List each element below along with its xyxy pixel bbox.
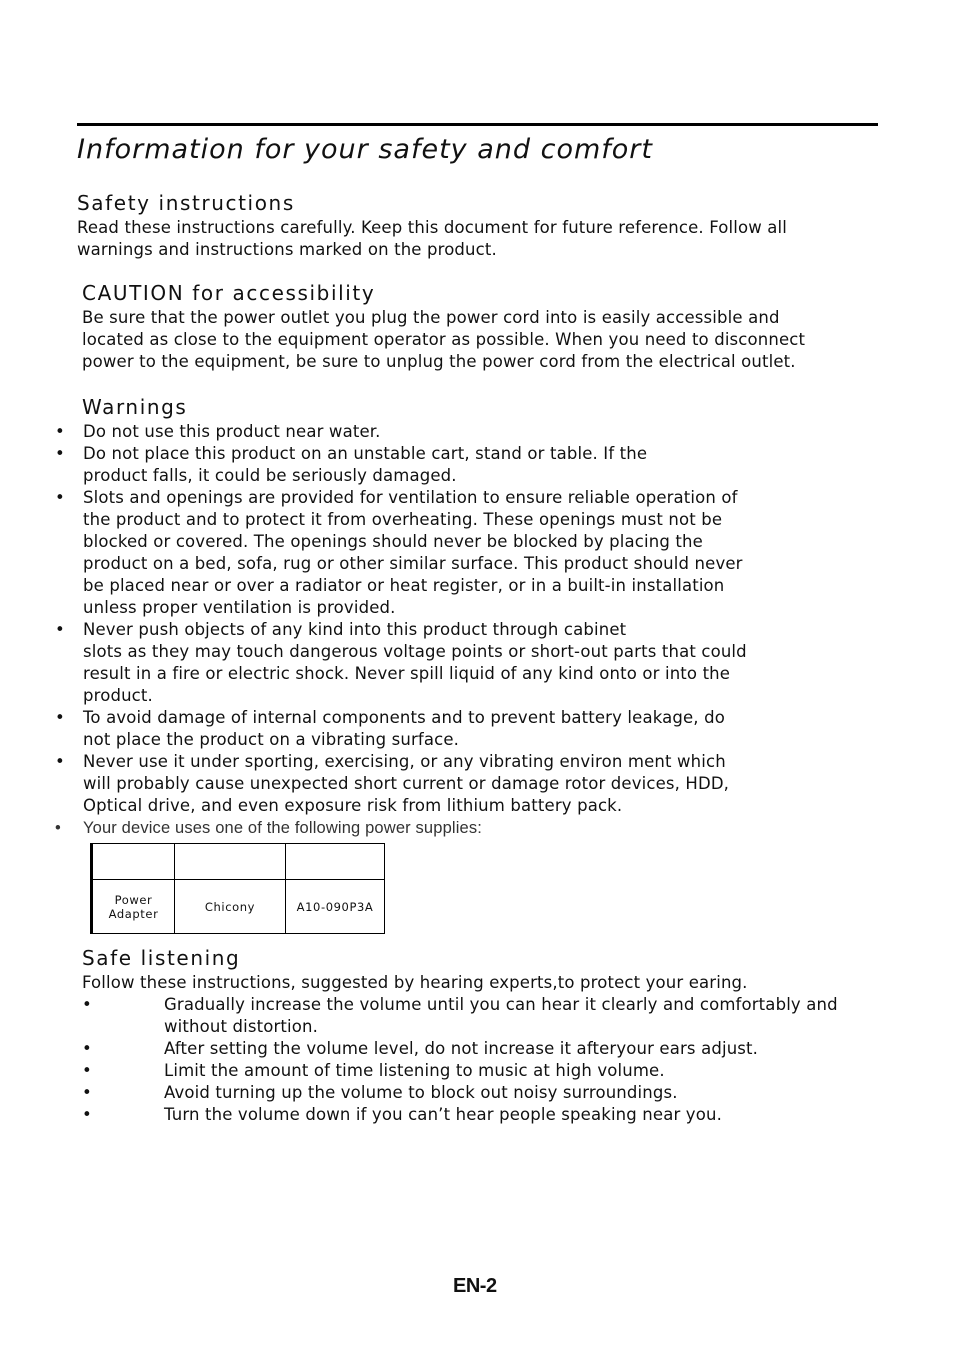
safe-listening-heading: Safe listening <box>82 946 241 970</box>
list-item: • Slots and openings are provided for ventilation to ensure reliable operation of the product and to protect it from overheating. These openings must not be blocked or covered. The openings should never be blocked by placing the product on a bed, sofa, rug or other similar surface. This product should never be placed near or over a radiator or heat register, or in a built-in installation unless proper ventilation is provided. <box>55 488 743 617</box>
list-item: • After setting the volume level, do not increase it afteryour ears adjust. <box>82 1039 759 1058</box>
list-item: • Turn the volume down if you can’t hear people speaking near you. <box>82 1105 722 1124</box>
list-item: • To avoid damage of internal components and to prevent battery leakage, do not place the product on a vibrating surface. <box>55 708 725 749</box>
caution-heading: CAUTION for accessibility <box>82 281 376 305</box>
page-number: EN-2 <box>453 1275 497 1297</box>
safety-instructions-heading: Safety instructions <box>77 191 295 215</box>
table-row <box>92 880 385 934</box>
warnings-list <box>55 421 815 839</box>
table-cell-device: Power Adapter <box>92 880 175 934</box>
table-header-cell <box>92 844 175 880</box>
table-header-cell <box>175 844 286 880</box>
safety-instructions-text: Read these instructions carefully. Keep this document for future reference. Follow all warnings and instructions marked on the product. <box>77 218 788 259</box>
list-item: • Do not place this product on an unstable cart, stand or table. If the product falls, it could be seriously damaged. <box>55 444 648 485</box>
safe-listening-list <box>82 994 882 1126</box>
safe-listening-intro: Follow these instructions, suggested by hearing experts,to protect your earing. <box>82 973 748 992</box>
list-item: • Limit the amount of time listening to music at high volume. <box>82 1061 665 1080</box>
list-item: • Your device uses one of the following power supplies: <box>55 819 483 837</box>
list-item: • Never use it under sporting, exercising, or any vibrating environ ment which will probably cause unexpected short current or damage rotor devices, HDD, Optical drive, and even exposure risk from lithium battery pack. <box>55 752 730 815</box>
page-title: Information for your safety and comfort <box>77 134 653 165</box>
caution-text: Be sure that the power outlet you plug the power cord into is easily accessible and located as close to the equipment operator as possible. When you need to disconnect power to the equipment, be sure to unplug the power cord from the electrical outlet. <box>82 308 806 371</box>
table-header-cell <box>286 844 385 880</box>
table-row <box>92 844 385 880</box>
table-cell-model: A10-090P3A <box>286 880 385 934</box>
warnings-heading: Warnings <box>82 395 188 419</box>
top-rule <box>77 123 878 126</box>
table-cell-manufacturer: Chicony <box>175 880 286 934</box>
list-item: • Avoid turning up the volume to block out noisy surroundings. <box>82 1083 678 1102</box>
power-supply-table <box>90 843 385 934</box>
list-item: • Never push objects of any kind into this product through cabinet slots as they may touch dangerous voltage points or short-out parts that could result in a fire or electric shock. Never spill liquid of any kind onto or into the product. <box>55 620 747 705</box>
list-item: • Gradually increase the volume until you can hear it clearly and comfortably and without distortion. <box>82 995 838 1036</box>
list-item: • Do not use this product near water. <box>55 422 381 441</box>
